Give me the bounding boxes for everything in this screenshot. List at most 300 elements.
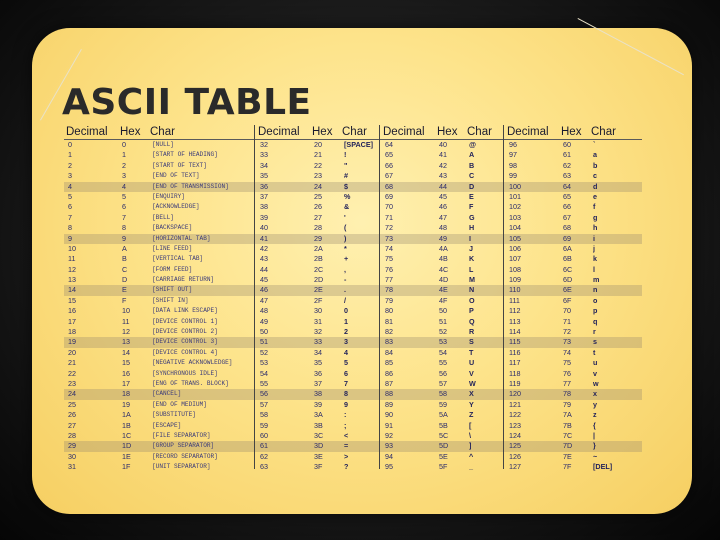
cell-char: / — [344, 295, 346, 305]
cell-char: [DEL] — [593, 462, 613, 472]
cell-hex: 2 — [122, 160, 126, 170]
cell-char: l — [593, 264, 595, 274]
cell-decimal: 70 — [385, 202, 393, 212]
cell-hex: D — [122, 275, 128, 285]
cell-decimal: 75 — [385, 254, 393, 264]
table-row — [64, 358, 642, 368]
cell-char: T — [469, 347, 474, 357]
cell-hex: 3B — [314, 420, 323, 430]
cell-hex: 42 — [439, 160, 447, 170]
cell-hex: 61 — [563, 150, 571, 160]
cell-char: B — [469, 160, 475, 170]
cell-char: c — [593, 171, 597, 181]
cell-hex: 54 — [439, 347, 447, 357]
header-decimal: Decimal — [383, 126, 425, 138]
cell-decimal: 9 — [68, 233, 72, 243]
cell-hex: 41 — [439, 150, 447, 160]
table-row — [64, 265, 642, 275]
cell-hex: 4A — [439, 243, 448, 253]
cell-decimal: 92 — [385, 430, 393, 440]
cell-hex: E — [122, 285, 127, 295]
table-row — [64, 369, 642, 379]
cell-char: + — [344, 254, 349, 264]
cell-hex: 38 — [314, 389, 322, 399]
cell-char: [DATA LINK ESCAPE] — [152, 307, 218, 315]
header-char: Char — [591, 126, 616, 138]
cell-hex: 5B — [439, 420, 448, 430]
cell-char: ! — [344, 150, 347, 160]
cell-char: - — [344, 275, 347, 285]
cell-char: @ — [469, 140, 477, 149]
cell-hex: 71 — [563, 316, 571, 326]
header-char: Char — [342, 126, 367, 138]
cell-decimal: 111 — [509, 295, 520, 305]
cell-decimal: 73 — [385, 233, 393, 243]
cell-decimal: 83 — [385, 337, 393, 347]
cell-hex: 6A — [563, 243, 572, 253]
cell-decimal: 18 — [68, 327, 76, 337]
cell-char: . — [344, 285, 346, 295]
cell-decimal: 59 — [260, 420, 268, 430]
cell-decimal: 88 — [385, 389, 393, 399]
cell-decimal: 123 — [509, 420, 521, 430]
cell-hex: 2B — [314, 254, 323, 264]
cell-decimal: 42 — [260, 243, 268, 253]
cell-decimal: 112 — [509, 306, 521, 316]
cell-char: t — [593, 347, 596, 357]
table-header-row — [64, 125, 642, 139]
cell-decimal: 4 — [68, 181, 72, 191]
cell-char: ` — [593, 140, 596, 149]
cell-decimal: 63 — [260, 462, 268, 472]
cell-hex: 3 — [122, 171, 126, 181]
cell-decimal: 44 — [260, 264, 268, 274]
cell-hex: 0 — [122, 140, 126, 149]
cell-decimal: 62 — [260, 451, 268, 461]
cell-decimal: 21 — [68, 358, 76, 368]
cell-char: [CANCEL] — [152, 390, 182, 398]
cell-decimal: 43 — [260, 254, 268, 264]
cell-char: E — [469, 191, 474, 201]
cell-decimal: 52 — [260, 347, 268, 357]
cell-char: { — [593, 420, 596, 430]
cell-char: | — [593, 430, 596, 440]
cell-char: s — [593, 337, 597, 347]
cell-char: F — [469, 202, 474, 212]
cell-decimal: 35 — [260, 171, 268, 181]
cell-char: P — [469, 306, 474, 316]
cell-hex: 4 — [122, 181, 126, 191]
cell-hex: 6B — [563, 254, 572, 264]
cell-hex: 5D — [439, 441, 449, 451]
cell-char: [VERTICAL TAB] — [152, 255, 204, 263]
cell-decimal: 13 — [68, 275, 76, 285]
cell-decimal: 115 — [509, 337, 521, 347]
cell-char: H — [469, 223, 475, 233]
cell-char: 5 — [344, 358, 348, 368]
cell-char: 8 — [344, 389, 348, 399]
cell-decimal: 60 — [260, 430, 268, 440]
cell-decimal: 11 — [68, 254, 76, 264]
cell-hex: 4D — [439, 275, 449, 285]
cell-decimal: 100 — [509, 181, 521, 191]
cell-char: ' — [344, 212, 346, 222]
cell-hex: 50 — [439, 306, 447, 316]
cell-hex: 79 — [563, 399, 571, 409]
cell-char: p — [593, 306, 598, 316]
table-row — [64, 296, 642, 306]
cell-hex: 68 — [563, 223, 571, 233]
cell-hex: 18 — [122, 389, 130, 399]
cell-char: [ENG OF TRANS. BLOCK] — [152, 379, 229, 387]
cell-char: [ENQUIRY] — [152, 192, 185, 200]
cell-hex: 17 — [122, 378, 130, 388]
cell-decimal: 91 — [385, 420, 393, 430]
cell-hex: 67 — [563, 212, 571, 222]
table-row — [64, 223, 642, 233]
cell-char: W — [469, 378, 476, 388]
cell-decimal: 40 — [260, 223, 268, 233]
cell-decimal: 69 — [385, 191, 393, 201]
cell-hex: 52 — [439, 327, 447, 337]
cell-decimal: 1 — [68, 150, 72, 160]
cell-hex: 5E — [439, 451, 448, 461]
cell-char: [SUBSTITUTE] — [152, 411, 196, 419]
cell-decimal: 53 — [260, 358, 268, 368]
cell-hex: 4E — [439, 285, 448, 295]
cell-decimal: 30 — [68, 451, 76, 461]
cell-char: 1 — [344, 316, 348, 326]
cell-decimal: 89 — [385, 399, 393, 409]
cell-hex: B — [122, 254, 127, 264]
cell-decimal: 99 — [509, 171, 517, 181]
cell-char: , — [344, 264, 346, 274]
header-hex: Hex — [437, 126, 458, 138]
cell-hex: 8 — [122, 223, 126, 233]
cell-hex: 64 — [563, 181, 571, 191]
cell-hex: 73 — [563, 337, 571, 347]
cell-hex: 5A — [439, 410, 448, 420]
table-row — [64, 348, 642, 358]
cell-decimal: 77 — [385, 275, 393, 285]
cell-decimal: 119 — [509, 378, 521, 388]
cell-char: [SPACE] — [344, 140, 374, 149]
cell-char: [DEVICE CONTROL 2] — [152, 328, 218, 336]
cell-decimal: 57 — [260, 399, 268, 409]
header-char: Char — [467, 126, 492, 138]
cell-decimal: 107 — [509, 254, 521, 264]
cell-decimal: 26 — [68, 410, 76, 420]
table-row — [64, 234, 642, 244]
table-row — [64, 213, 642, 223]
cell-hex: 76 — [563, 368, 571, 378]
ascii-table — [64, 125, 642, 470]
cell-decimal: 86 — [385, 368, 393, 378]
table-row — [64, 275, 642, 285]
cell-hex: 25 — [314, 191, 322, 201]
cell-char: [BELL] — [152, 213, 174, 221]
cell-decimal: 16 — [68, 306, 76, 316]
cell-char: : — [344, 410, 347, 420]
cell-hex: 3F — [314, 462, 323, 472]
table-row — [64, 421, 642, 431]
cell-decimal: 110 — [509, 285, 521, 295]
cell-decimal: 27 — [68, 420, 76, 430]
column-divider — [379, 125, 380, 469]
cell-char: [UNIT SEPARATOR] — [152, 463, 211, 471]
cell-decimal: 94 — [385, 451, 393, 461]
cell-char: ( — [344, 223, 347, 233]
cell-char: L — [469, 264, 474, 274]
cell-hex: 2C — [314, 264, 324, 274]
cell-char: 9 — [344, 399, 348, 409]
cell-hex: 36 — [314, 368, 322, 378]
cell-decimal: 72 — [385, 223, 393, 233]
cell-hex: 7E — [563, 451, 572, 461]
cell-hex: 69 — [563, 233, 571, 243]
cell-hex: 39 — [314, 399, 322, 409]
cell-hex: 33 — [314, 337, 322, 347]
cell-hex: 5 — [122, 191, 126, 201]
cell-char: 0 — [344, 306, 348, 316]
cell-hex: 10 — [122, 306, 130, 316]
cell-char: ? — [344, 462, 349, 472]
cell-hex: 1 — [122, 150, 126, 160]
cell-char: [DEVICE CONTROL 4] — [152, 348, 218, 356]
cell-char: 2 — [344, 327, 348, 337]
cell-hex: 16 — [122, 368, 130, 378]
cell-decimal: 113 — [509, 316, 521, 326]
cell-char: Q — [469, 316, 475, 326]
cell-hex: 40 — [439, 140, 447, 149]
cell-decimal: 80 — [385, 306, 393, 316]
table-row — [64, 441, 642, 451]
cell-decimal: 48 — [260, 306, 268, 316]
table-row — [64, 400, 642, 410]
table-row — [64, 150, 642, 160]
cell-decimal: 64 — [385, 140, 393, 149]
cell-char: n — [593, 285, 598, 295]
cell-decimal: 5 — [68, 191, 72, 201]
cell-hex: 1A — [122, 410, 131, 420]
cell-decimal: 51 — [260, 337, 268, 347]
cell-hex: 62 — [563, 160, 571, 170]
cell-hex: 55 — [439, 358, 447, 368]
cell-char: D — [469, 181, 475, 191]
cell-char: = — [344, 441, 349, 451]
cell-hex: 45 — [439, 191, 447, 201]
table-row — [64, 192, 642, 202]
cell-decimal: 101 — [509, 191, 521, 201]
cell-char: [END OF TRANSMISSION] — [152, 182, 229, 190]
cell-char: M — [469, 275, 475, 285]
cell-char: Z — [469, 410, 474, 420]
cell-char: \ — [469, 430, 471, 440]
cell-char: [ACKNOWLEDGE] — [152, 203, 200, 211]
table-row — [64, 161, 642, 171]
cell-hex: 7D — [563, 441, 573, 451]
cell-hex: 22 — [314, 160, 322, 170]
cell-decimal: 55 — [260, 378, 268, 388]
cell-char: 7 — [344, 378, 348, 388]
cell-decimal: 25 — [68, 399, 76, 409]
cell-char: g — [593, 212, 598, 222]
cell-char: G — [469, 212, 475, 222]
cell-char: [SHIFT IN] — [152, 296, 189, 304]
table-row — [64, 452, 642, 462]
cell-char: 4 — [344, 347, 348, 357]
cell-decimal: 23 — [68, 378, 76, 388]
cell-decimal: 102 — [509, 202, 521, 212]
cell-hex: 28 — [314, 223, 322, 233]
table-row — [64, 285, 642, 295]
cell-char: z — [593, 410, 597, 420]
cell-char: [START OF HEADING] — [152, 151, 218, 159]
cell-decimal: 45 — [260, 275, 268, 285]
cell-hex: 4F — [439, 295, 448, 305]
cell-char: R — [469, 327, 475, 337]
cell-hex: 7 — [122, 212, 126, 222]
cell-hex: 70 — [563, 306, 571, 316]
cell-char: u — [593, 358, 598, 368]
cell-char: x — [593, 389, 597, 399]
cell-decimal: 31 — [68, 462, 76, 472]
cell-hex: 58 — [439, 389, 447, 399]
cell-decimal: 68 — [385, 181, 393, 191]
cell-decimal: 85 — [385, 358, 393, 368]
table-row — [64, 379, 642, 389]
cell-char: v — [593, 368, 597, 378]
cell-hex: 65 — [563, 191, 571, 201]
cell-char: S — [469, 337, 474, 347]
cell-char: a — [593, 150, 597, 160]
cell-decimal: 3 — [68, 171, 72, 181]
cell-hex: 46 — [439, 202, 447, 212]
cell-decimal: 12 — [68, 264, 76, 274]
cell-char: w — [593, 378, 599, 388]
cell-hex: 21 — [314, 150, 322, 160]
cell-char: U — [469, 358, 475, 368]
cell-decimal: 56 — [260, 389, 268, 399]
cell-hex: 6E — [563, 285, 572, 295]
cell-decimal: 90 — [385, 410, 393, 420]
table-body — [64, 140, 642, 473]
cell-char: & — [344, 202, 350, 212]
page-title: ASCII TABLE — [62, 82, 312, 123]
cell-decimal: 0 — [68, 140, 72, 149]
cell-char: [LINE FEED] — [152, 244, 193, 252]
cell-char: A — [469, 150, 475, 160]
cell-hex: 66 — [563, 202, 571, 212]
cell-hex: 3C — [314, 430, 324, 440]
cell-char: [SYNCHRONOUS IDLE] — [152, 369, 218, 377]
cell-hex: 26 — [314, 202, 322, 212]
cell-hex: 31 — [314, 316, 322, 326]
cell-decimal: 116 — [509, 347, 521, 357]
cell-decimal: 19 — [68, 337, 76, 347]
cell-char: ) — [344, 233, 347, 243]
cell-hex: 4C — [439, 264, 449, 274]
cell-char: q — [593, 316, 598, 326]
cell-hex: 5F — [439, 462, 448, 472]
cell-decimal: 2 — [68, 160, 72, 170]
cell-char: [GROUP SEPARATOR] — [152, 442, 215, 450]
cell-decimal: 58 — [260, 410, 268, 420]
cell-decimal: 127 — [509, 462, 521, 472]
cell-hex: 1B — [122, 420, 131, 430]
cell-hex: 19 — [122, 399, 130, 409]
cell-char: k — [593, 254, 597, 264]
cell-char: d — [593, 181, 598, 191]
table-row — [64, 306, 642, 316]
cell-decimal: 93 — [385, 441, 393, 451]
cell-hex: 24 — [314, 181, 322, 191]
cell-char: [ — [469, 420, 472, 430]
cell-hex: 49 — [439, 233, 447, 243]
cell-decimal: 103 — [509, 212, 521, 222]
cell-char: N — [469, 285, 475, 295]
cell-char: [END OF TEXT] — [152, 172, 200, 180]
cell-decimal: 97 — [509, 150, 517, 160]
cell-decimal: 71 — [385, 212, 393, 222]
cell-decimal: 28 — [68, 430, 76, 440]
cell-decimal: 121 — [509, 399, 521, 409]
cell-char: < — [344, 430, 349, 440]
cell-decimal: 84 — [385, 347, 393, 357]
cell-decimal: 82 — [385, 327, 393, 337]
cell-hex: 14 — [122, 347, 130, 357]
cell-decimal: 39 — [260, 212, 268, 222]
cell-hex: 2A — [314, 243, 323, 253]
cell-decimal: 106 — [509, 243, 521, 253]
cell-char: _ — [469, 462, 473, 472]
cell-hex: 3D — [314, 441, 324, 451]
cell-char: r — [593, 327, 596, 337]
cell-char: [DEVICE CONTROL 3] — [152, 338, 218, 346]
table-row — [64, 337, 642, 347]
cell-hex: 34 — [314, 347, 322, 357]
cell-char: [DEVICE CONTROL 1] — [152, 317, 218, 325]
cell-decimal: 22 — [68, 368, 76, 378]
cell-hex: 6F — [563, 295, 572, 305]
cell-hex: 15 — [122, 358, 130, 368]
cell-hex: 47 — [439, 212, 447, 222]
cell-decimal: 41 — [260, 233, 268, 243]
cell-char: [NULL] — [152, 141, 174, 148]
cell-hex: 7C — [563, 430, 573, 440]
cell-hex: 57 — [439, 378, 447, 388]
cell-decimal: 67 — [385, 171, 393, 181]
cell-hex: F — [122, 295, 127, 305]
cell-char: J — [469, 243, 473, 253]
cell-decimal: 105 — [509, 233, 521, 243]
table-row — [64, 202, 642, 212]
cell-decimal: 24 — [68, 389, 76, 399]
cell-decimal: 78 — [385, 285, 393, 295]
cell-decimal: 79 — [385, 295, 393, 305]
table-row — [64, 410, 642, 420]
cell-char: y — [593, 399, 597, 409]
cell-hex: 37 — [314, 378, 322, 388]
cell-decimal: 36 — [260, 181, 268, 191]
table-row — [64, 431, 642, 441]
cell-hex: 11 — [122, 316, 130, 326]
cell-char: [CARRIAGE RETURN] — [152, 276, 215, 284]
cell-decimal: 8 — [68, 223, 72, 233]
cell-hex: 30 — [314, 306, 322, 316]
cell-char: > — [344, 451, 349, 461]
cell-char: [HORIZONTAL TAB] — [152, 234, 211, 242]
